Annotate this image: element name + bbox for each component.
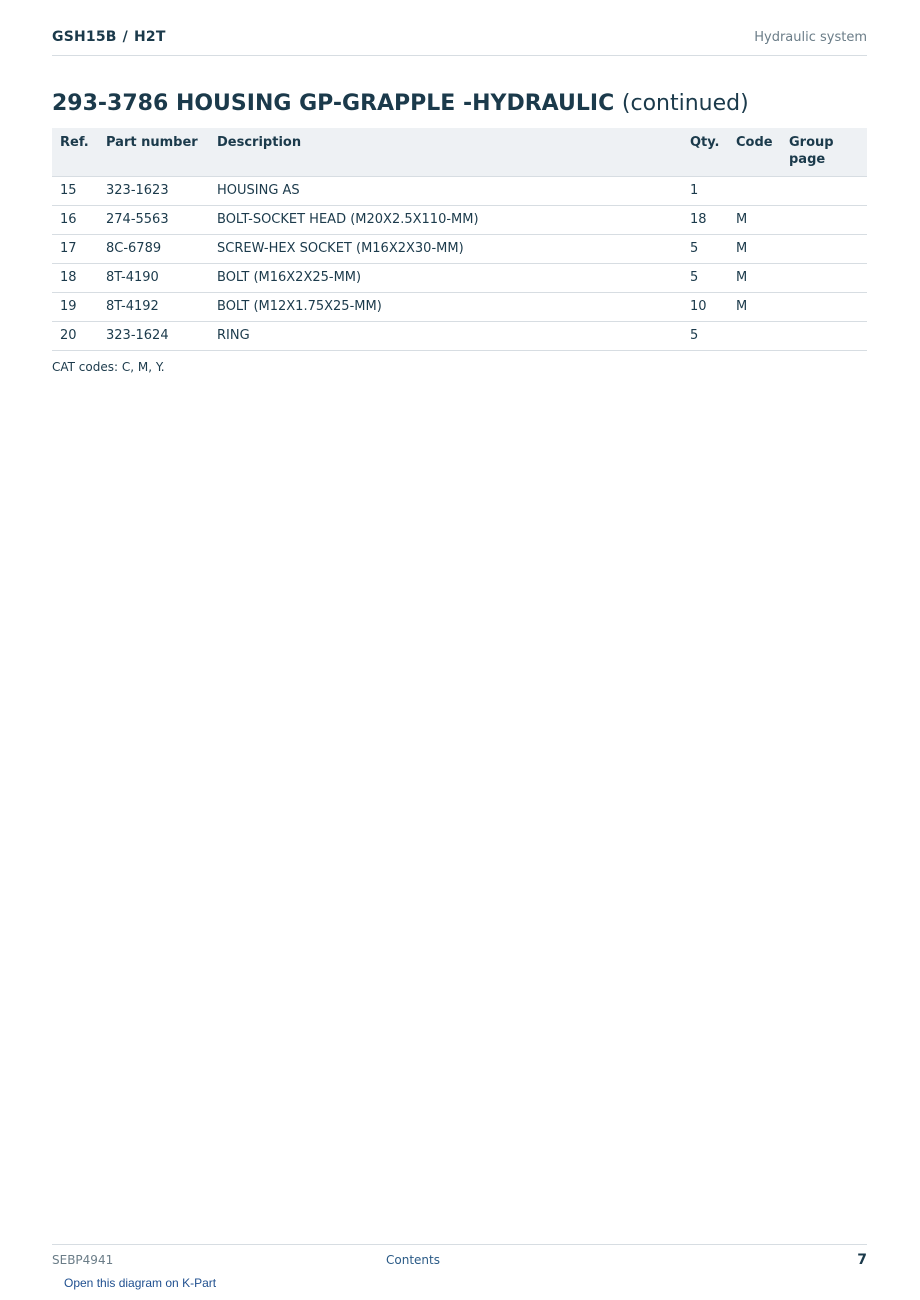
cell-ref: 16	[52, 206, 98, 235]
cell-group-page	[781, 235, 867, 264]
column-header-ref: Ref.	[52, 128, 98, 177]
page-number: 7	[857, 1252, 867, 1268]
page-title-suffix: (continued)	[621, 91, 749, 116]
cell-code	[728, 322, 781, 351]
cat-codes-note: CAT codes: C, M, Y.	[52, 360, 165, 374]
cell-part-number: 8T-4190	[98, 264, 209, 293]
table-row	[52, 293, 867, 322]
cell-code	[728, 177, 781, 206]
cell-qty: 5	[682, 264, 728, 293]
breadcrumb	[52, 29, 166, 45]
open-kpart-link[interactable]: Open this diagram on K-Part	[64, 1276, 217, 1290]
cell-group-page	[781, 322, 867, 351]
cell-part-number: 8C-6789	[98, 235, 209, 264]
cell-ref: 18	[52, 264, 98, 293]
table-row	[52, 177, 867, 206]
cell-ref: 17	[52, 235, 98, 264]
cell-description: RING	[209, 322, 682, 351]
cell-ref: 20	[52, 322, 98, 351]
cell-qty: 1	[682, 177, 728, 206]
cell-group-page	[781, 293, 867, 322]
cell-qty: 10	[682, 293, 728, 322]
contents-link[interactable]: Contents	[386, 1253, 440, 1267]
document-number: SEBP4941	[52, 1253, 114, 1267]
header-row	[52, 128, 867, 177]
cell-qty: 5	[682, 322, 728, 351]
cell-description: SCREW-HEX SOCKET (M16X2X30-MM)	[209, 235, 682, 264]
cell-part-number: 8T-4192	[98, 293, 209, 322]
parts-table-header	[52, 128, 867, 177]
cell-group-page	[781, 177, 867, 206]
table-row	[52, 322, 867, 351]
cell-qty: 18	[682, 206, 728, 235]
cell-code: M	[728, 264, 781, 293]
cell-description: BOLT (M12X1.75X25-MM)	[209, 293, 682, 322]
column-header-qty-label: Qty.	[690, 135, 720, 150]
variant-name: H2T	[133, 29, 166, 45]
column-header-description: Description	[209, 128, 682, 177]
cell-part-number: 274-5563	[98, 206, 209, 235]
column-header-code: Code	[728, 128, 781, 177]
parts-table	[52, 128, 867, 351]
table-row	[52, 235, 867, 264]
cell-group-page	[781, 264, 867, 293]
cell-group-page	[781, 206, 867, 235]
column-header-part-number: Part number	[98, 128, 209, 177]
cell-description: BOLT (M16X2X25-MM)	[209, 264, 682, 293]
page-title-main: 293-3786 HOUSING GP-GRAPPLE -HYDRAULIC	[52, 91, 615, 116]
cell-ref: 19	[52, 293, 98, 322]
footer-divider	[52, 1244, 867, 1245]
cell-part-number: 323-1624	[98, 322, 209, 351]
page-header	[52, 26, 867, 56]
cell-description: HOUSING AS	[209, 177, 682, 206]
cell-code: M	[728, 293, 781, 322]
table-row	[52, 206, 867, 235]
column-header-group-page: Group page	[781, 128, 867, 177]
section-name: Hydraulic system	[754, 30, 867, 45]
cell-qty: 5	[682, 235, 728, 264]
breadcrumb-separator: /	[122, 29, 128, 45]
cell-part-number: 323-1623	[98, 177, 209, 206]
parts-table-body	[52, 177, 867, 351]
page-title	[52, 89, 749, 119]
cell-code: M	[728, 206, 781, 235]
cell-code: M	[728, 235, 781, 264]
model-name: GSH15B	[52, 29, 117, 45]
column-header-qty	[682, 128, 728, 177]
cell-description: BOLT-SOCKET HEAD (M20X2.5X110-MM)	[209, 206, 682, 235]
cell-ref: 15	[52, 177, 98, 206]
table-row	[52, 264, 867, 293]
